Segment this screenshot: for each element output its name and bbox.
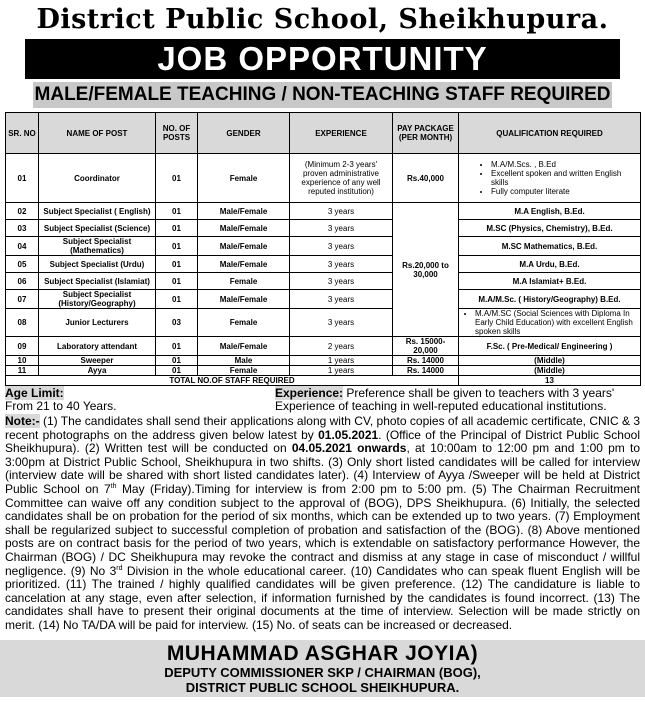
cell-gender: Female — [198, 273, 290, 290]
qualification-item: • Excellent spoken and written English skills — [491, 169, 638, 187]
cell-experience: 1 years — [290, 356, 393, 366]
cell-sr: 08 — [6, 309, 39, 337]
cell-qualification — [459, 309, 641, 337]
table-row — [6, 290, 641, 309]
qualification-item: • Fully computer literate — [491, 187, 638, 196]
table-row — [6, 273, 641, 290]
cell-qualification: M.A English, B.Ed. — [459, 203, 641, 220]
ordinal-suffix: th — [110, 482, 117, 490]
cell-sr: 09 — [6, 337, 39, 356]
total-row — [6, 376, 641, 386]
cell-gender: Female — [198, 309, 290, 337]
cell-experience: 3 years — [290, 203, 393, 220]
table-row — [6, 220, 641, 237]
cell-experience: 3 years — [290, 290, 393, 309]
cell-post: Junior Lecturers — [39, 309, 156, 337]
table-row — [6, 154, 641, 203]
cell-gender: Male/Female — [198, 203, 290, 220]
cell-qualification: M.A Islamiat+ B.Ed. — [459, 273, 641, 290]
signature-block — [0, 640, 645, 697]
col-header-post: NAME OF POST — [39, 113, 156, 154]
cell-posts: 01 — [156, 154, 198, 203]
cell-gender: Male/Female — [198, 337, 290, 356]
cell-qualification: M.A/M.Sc. ( History/Geography) B.Ed. — [459, 290, 641, 309]
signatory-designation: DEPUTY COMMISSIONER SKP / CHAIRMAN (BOG), — [164, 665, 481, 680]
cell-posts: 01 — [156, 237, 198, 256]
total-value: 13 — [459, 376, 641, 386]
cell-posts: 01 — [156, 220, 198, 237]
note-text: (2) Written test will be conducted on — [79, 441, 292, 456]
cell-posts: 03 — [156, 309, 198, 337]
cell-experience: 3 years — [290, 237, 393, 256]
notes-section — [5, 415, 640, 633]
cell-experience: 1 years — [290, 366, 393, 376]
ordinal-suffix: rd — [116, 564, 123, 572]
cell-posts: 01 — [156, 256, 198, 273]
cell-gender: Female — [198, 366, 290, 376]
note-text: Division in the whole educational career. (10) Candidates who can speak fluent English will be prioritized. (11) The trained / highly qualified candidates will be given preference. (12) The candidature is liable to cancelation at any stage, even after selection, if information furnished by the candidates is found incorrect. (13) The candidates shall have to present their original documents at the time of interview. Selection will be made strictly on merit. (14) No TA/DA will be paid for interview. (15) No. of seats can be increased or decreased. — [5, 563, 640, 632]
note-text: May (Friday).Timing for interview is from 2:00 pm to 5:00 pm. (5) The Chairman Recruitment Committee can waive off any condition subject to the approval of (BOG), DPS Sheikhupura. (6) Initially, the selected candidates shall be on probation for the period of six months, which can be extended up to two years. (7) Employment shall be regularized subject to successful completion of probation and satisfaction of the (BOG). (8) Above mentioned posts are on contract basis for the period of two years, which is extendable on satisfactory performance However, the Chairman (BOG) / DC Sheikhupura may revoke the contract and dismiss at any stage in case of misconduct / willful negligence. (9) No 3 — [5, 481, 640, 578]
cell-qualification: M.A Urdu, B.Ed. — [459, 256, 641, 273]
job-opportunity-banner: JOB OPPORTUNITY — [25, 39, 620, 79]
cell-gender: Female — [198, 154, 290, 203]
cell-qualification: M.SC (Physics, Chemistry), B.Ed. — [459, 220, 641, 237]
cell-posts: 01 — [156, 273, 198, 290]
cell-sr: 02 — [6, 203, 39, 220]
experience-note — [275, 387, 640, 413]
qualification-item: • M.A/M.SC (Social Sciences with Diploma In Early Child Education) with excellent English spoken skills — [475, 309, 638, 336]
cell-experience: (Minimum 2-3 years' proven administrative experience of any well reputed institution) — [290, 154, 393, 203]
col-header-pay: PAY PACKAGE (PER MONTH) — [393, 113, 459, 154]
school-name: District Public School, Sheikhupura. — [36, 4, 609, 35]
cell-gender: Male/Female — [198, 237, 290, 256]
cell-sr: 06 — [6, 273, 39, 290]
table-row — [6, 256, 641, 273]
table-row — [6, 309, 641, 337]
cell-experience: 3 years — [290, 256, 393, 273]
cell-qualification: F.Sc. ( Pre-Medical/ Engineering ) — [459, 337, 641, 356]
cell-posts: 01 — [156, 366, 198, 376]
deadline-date: 01.05.2021 — [318, 427, 379, 442]
cell-post: Coordinator — [39, 154, 156, 203]
table-row — [6, 337, 641, 356]
note-text: , at 10:00am to 12:00 pm and 1:00 pm to 3:00pm at District Public School, Sheikhupura in two shifts. (3) Only short listed candidates will be called for interview (interview date will be shared with short listed candidates later). (4) Interview of Ayya /Sweeper will be held at District Public School on 7 — [5, 441, 641, 496]
cell-post: Subject Specialist (Urdu) — [39, 256, 156, 273]
test-date: 04.05.2021 onwards — [291, 441, 407, 456]
table-row — [6, 237, 641, 256]
col-header-posts: NO. OF POSTS — [156, 113, 198, 154]
signatory-name: MUHAMMAD ASGHAR JOYIA) — [166, 642, 479, 665]
cell-sr: 01 — [6, 154, 39, 203]
cell-qualification — [459, 154, 641, 203]
cell-experience: 3 years — [290, 309, 393, 337]
cell-pay: Rs. 15000-20,000 — [393, 337, 459, 356]
qualification-item: • M.A/M.Scs. , B.Ed — [491, 160, 638, 169]
age-limit-value: From 21 to 40 Years. — [5, 399, 117, 413]
col-header-experience: EXPERIENCE — [290, 113, 393, 154]
staff-required-banner: MALE/FEMALE TEACHING / NON-TEACHING STAFF REQUIRED — [33, 82, 612, 108]
cell-posts: 01 — [156, 203, 198, 220]
cell-post: Ayya — [39, 366, 156, 376]
cell-posts: 01 — [156, 337, 198, 356]
cell-post: Subject Specialist (Mathematics) — [39, 237, 156, 256]
cell-post: Subject Specialist (Science) — [39, 220, 156, 237]
cell-sr: 11 — [6, 366, 39, 376]
experience-label: Experience: — [275, 386, 344, 400]
age-limit-label: Age Limit: — [5, 386, 64, 400]
cell-sr: 07 — [6, 290, 39, 309]
cell-gender: Male/Female — [198, 256, 290, 273]
cell-experience: 3 years — [290, 220, 393, 237]
cell-pay: Rs. 14000 — [393, 356, 459, 366]
cell-sr: 03 — [6, 220, 39, 237]
cell-post: Subject Specialist ( English) — [39, 203, 156, 220]
signatory-office: DISTRICT PUBLIC SCHOOL SHEIKHUPURA. — [185, 680, 460, 695]
table-row — [6, 356, 641, 366]
cell-posts: 01 — [156, 290, 198, 309]
cell-qualification: M.SC Mathematics, B.Ed. — [459, 237, 641, 256]
age-limit — [5, 387, 275, 413]
note-text: (1) The candidates shall send their applications along with CV, photo copies of all academic certificate, CNIC & 3 recent photographs on the address given below latest by — [5, 414, 640, 442]
cell-post: Subject Specialist (History/Geography) — [39, 290, 156, 309]
qualification-list — [461, 160, 638, 196]
cell-qualification: (Middle) — [459, 366, 641, 376]
table-row — [6, 366, 641, 376]
notes-label: Note:- — [5, 414, 40, 428]
col-header-qualification: QUALIFICATION REQUIRED — [459, 113, 641, 154]
qualification-list — [461, 309, 638, 336]
cell-posts: 01 — [156, 356, 198, 366]
age-experience-section — [5, 387, 640, 413]
cell-post: Laboratory attendant — [39, 337, 156, 356]
cell-experience: 3 years — [290, 273, 393, 290]
cell-qualification: (Middle) — [459, 356, 641, 366]
total-label: TOTAL NO.OF STAFF REQUIRED — [6, 376, 459, 386]
col-header-gender: GENDER — [198, 113, 290, 154]
cell-post: Subject Specialist (Islamiat) — [39, 273, 156, 290]
cell-gender: Male — [198, 356, 290, 366]
cell-gender: Male/Female — [198, 290, 290, 309]
note-text: . (Office of the Principal of District Public School Sheikhupura). — [5, 427, 640, 456]
col-header-sr: SR. NO — [6, 113, 39, 154]
cell-sr: 10 — [6, 356, 39, 366]
cell-pay: Rs.40,000 — [393, 154, 459, 203]
cell-sr: 05 — [6, 256, 39, 273]
cell-sr: 04 — [6, 237, 39, 256]
cell-gender: Male/Female — [198, 220, 290, 237]
cell-pay: Rs. 14000 — [393, 366, 459, 376]
cell-pay-shared: Rs.20,000 to 30,000 — [393, 203, 459, 337]
table-row — [6, 203, 641, 220]
cell-post: Sweeper — [39, 356, 156, 366]
cell-experience: 2 years — [290, 337, 393, 356]
jobs-table — [5, 112, 641, 386]
experience-text: Preference shall be given to teachers with 3 years' Experience of teaching in well-reputed educational institutions. — [275, 386, 615, 413]
table-header-row — [6, 113, 641, 154]
